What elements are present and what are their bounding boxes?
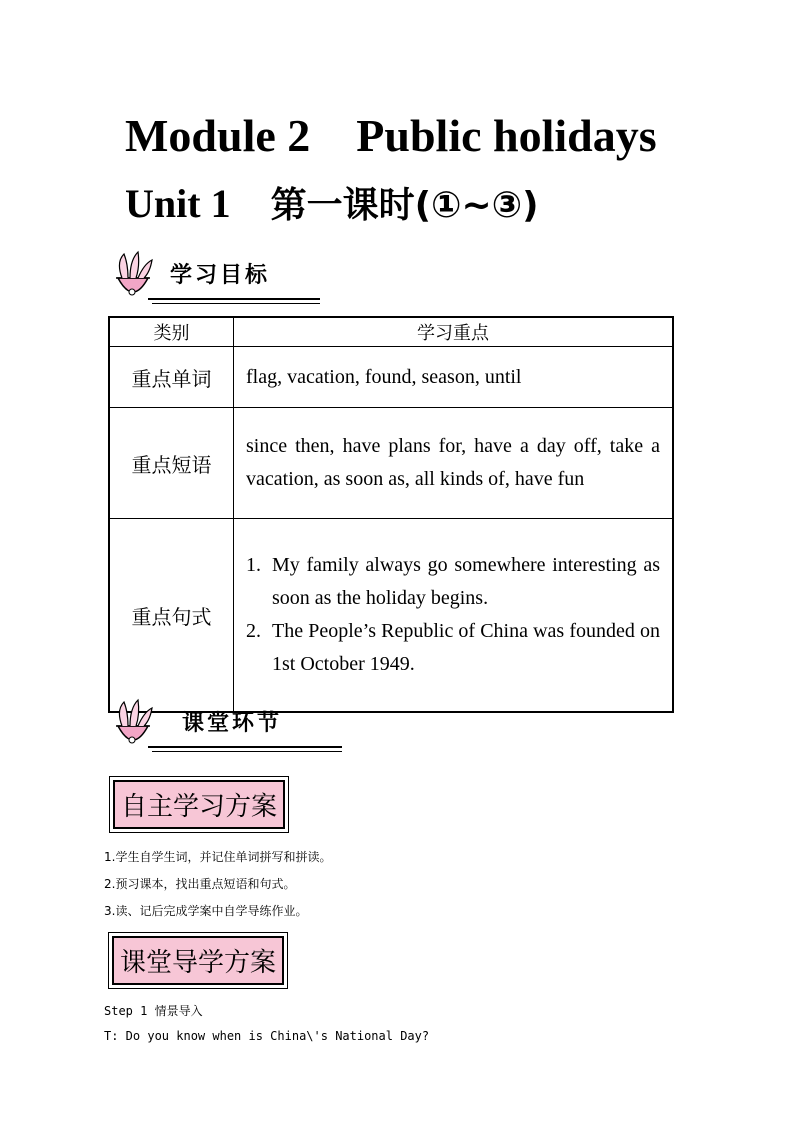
lesson-label: 第一课时(①~③) xyxy=(270,185,539,226)
item-number: 2. xyxy=(246,620,261,642)
divider xyxy=(148,746,342,748)
table-header-focus: 学习重点 xyxy=(234,317,674,347)
row-category: 重点短语 xyxy=(109,408,234,519)
row-content xyxy=(234,519,674,713)
self-study-label: 自主学习方案 xyxy=(113,780,285,829)
row-category: 重点句式 xyxy=(109,519,234,713)
table-header-category: 类别 xyxy=(109,317,234,347)
page-title-module: Module 2 Public holidays xyxy=(125,110,657,161)
list-item: 1.学生自学生词，并记住单词拼写和拼读。 xyxy=(104,850,332,864)
goals-table xyxy=(108,316,674,713)
divider xyxy=(152,303,320,304)
item-text: The People’s Republic of China was founded on 1st October 1949. xyxy=(272,620,660,675)
class-section-title: 课堂环节 xyxy=(182,711,283,736)
step-text: Step 1 情景导入 xyxy=(104,1004,203,1018)
list-item: 3.读、记后完成学案中自学导练作业。 xyxy=(104,904,308,918)
class-section-header xyxy=(108,696,344,752)
goals-section-header xyxy=(108,248,320,304)
item-text: My family always go somewhere interesting as soon as the holiday begins. xyxy=(272,554,660,609)
row-category: 重点单词 xyxy=(109,347,234,408)
row-content: since then, have plans for, have a day off, take a vacation, as soon as, all kinds of, have fun xyxy=(234,408,674,519)
unit-label: Unit 1 xyxy=(125,181,271,226)
question-text: T: Do you know when is China\'s National Day? xyxy=(104,1029,430,1043)
page-title-unit xyxy=(125,176,539,234)
table-row xyxy=(109,519,673,713)
divider xyxy=(152,751,342,752)
table-row xyxy=(109,347,673,408)
row-content: flag, vacation, found, season, until xyxy=(234,347,674,408)
item-number: 1. xyxy=(246,554,261,576)
sentence-item xyxy=(246,615,660,681)
class-guide-label: 课堂导学方案 xyxy=(112,936,284,985)
divider xyxy=(148,298,320,300)
flower-basket-icon xyxy=(108,696,158,752)
table-row xyxy=(109,408,673,519)
flower-basket-icon xyxy=(108,248,158,304)
list-item: 2.预习课本，找出重点短语和句式。 xyxy=(104,877,296,891)
sentence-item xyxy=(246,549,660,615)
goals-section-title: 学习目标 xyxy=(170,263,271,288)
